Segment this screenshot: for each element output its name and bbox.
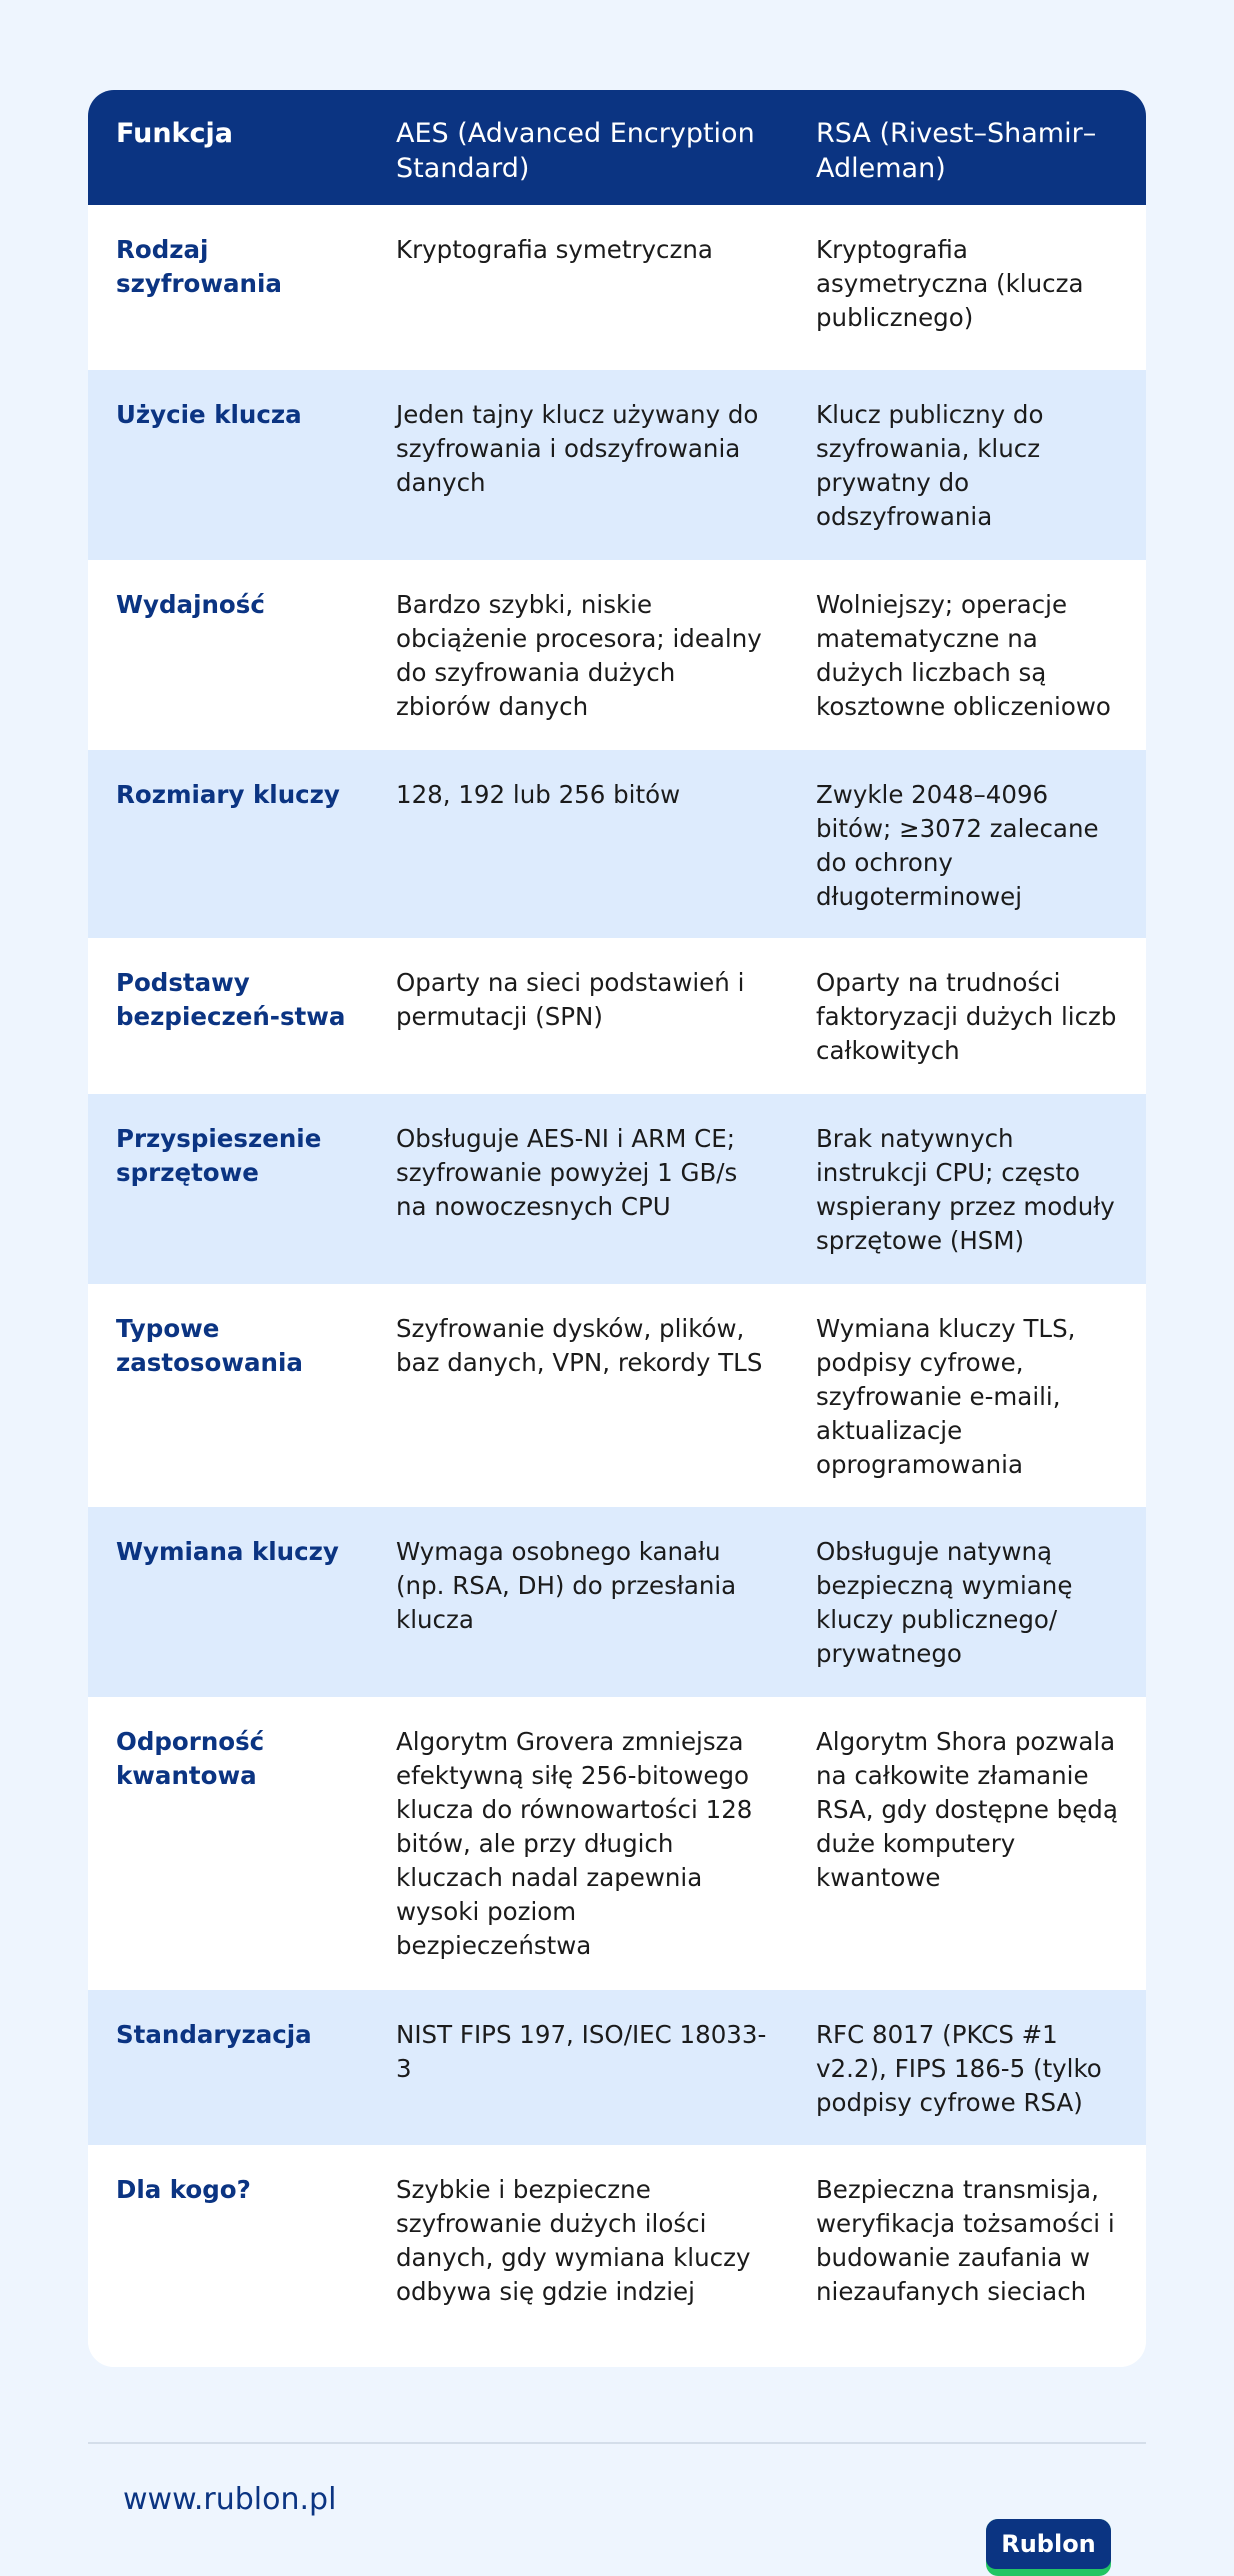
row-feature: Rozmiary kluczy [116,780,340,809]
row-feature: Rodzaj szyfrowania [116,235,282,298]
row-feature: Odporność kwantowa [116,1727,265,1790]
footer-url-link[interactable]: www.rublon.pl [123,2482,337,2517]
table-row [88,1507,1146,1697]
table-row [88,1094,1146,1284]
rublon-logo[interactable] [986,2519,1111,2576]
row-rsa: Obsługuje natywną bezpieczną wymianę kluczy publicznego/ prywatnego [816,1537,1073,1668]
row-rsa: Algorytm Shora pozwala na całkowite złamanie RSA, gdy dostępne będą duże komputery kwantowe [816,1727,1118,1892]
row-feature: Wydajność [116,590,265,619]
row-aes: Szybkie i bezpieczne szyfrowanie dużych ilości danych, gdy wymiana kluczy odbywa się gdzie indziej [396,2175,751,2306]
row-aes: Jeden tajny klucz używany do szyfrowania i odszyfrowania danych [396,400,759,497]
row-rsa: Wymiana kluczy TLS, podpisy cyfrowe, szyfrowanie e-maili, aktualizacje oprogramowania [816,1314,1076,1479]
row-feature: Użycie klucza [116,400,302,429]
row-aes: Kryptografia symetryczna [396,235,713,264]
table-row [88,1284,1146,1507]
row-rsa: Brak natywnych instrukcji CPU; często wspierany przez moduły sprzętowe (HSM) [816,1124,1115,1255]
row-feature: Standaryzacja [116,2020,312,2049]
table-row [88,1697,1146,1990]
row-rsa: RFC 8017 (PKCS #1 v2.2), FIPS 186-5 (tylko podpisy cyfrowe RSA) [816,2020,1102,2117]
row-feature: Przyspieszenie sprzętowe [116,1124,322,1187]
header-rsa: RSA (Rivest–Shamir–Adleman) [816,118,1097,184]
table-row [88,2145,1146,2367]
row-aes: Obsługuje AES-NI i ARM CE; szyfrowanie powyżej 1 GB/s na nowoczesnych CPU [396,1124,738,1221]
row-rsa: Oparty na trudności faktoryzacji dużych liczb całkowitych [816,968,1117,1065]
row-feature: Podstawy bezpieczeń-stwa [116,968,346,1031]
table-header-row [88,90,1146,205]
row-rsa: Bezpieczna transmisja, weryfikacja tożsamości i budowanie zaufania w niezaufanych sieciach [816,2175,1115,2306]
table-row [88,750,1146,938]
logo-text: Rublon [1001,2530,1096,2558]
comparison-table [88,90,1146,2367]
row-aes: Wymaga osobnego kanału (np. RSA, DH) do przesłania klucza [396,1537,737,1634]
row-aes: 128, 192 lub 256 bitów [396,780,681,809]
footer-divider [88,2442,1146,2444]
row-aes: Algorytm Grovera zmniejsza efektywną siłę 256-bitowego klucza do równowartości 128 bitów, ale przy długich kluczach nadal zapewnia wysoki poziom bezpieczeństwa [396,1727,753,1960]
row-rsa: Zwykle 2048–4096 bitów; ≥3072 zalecane do ochrony długoterminowej [816,780,1099,911]
row-aes: Szyfrowanie dysków, plików, baz danych, VPN, rekordy TLS [396,1314,763,1377]
row-rsa: Wolniejszy; operacje matematyczne na dużych liczbach są kosztowne obliczeniowo [816,590,1111,721]
row-aes: NIST FIPS 197, ISO/IEC 18033-3 [396,2020,767,2083]
table-row [88,205,1146,370]
row-feature: Typowe zastosowania [116,1314,303,1377]
row-feature: Dla kogo? [116,2175,251,2204]
logo-badge [986,2519,1111,2569]
row-rsa: Klucz publiczny do szyfrowania, klucz prywatny do odszyfrowania [816,400,1044,531]
table-row [88,560,1146,750]
table-row [88,1990,1146,2145]
header-feature: Funkcja [116,118,233,149]
row-aes: Bardzo szybki, niskie obciążenie procesora; idealny do szyfrowania dużych zbiorów danych [396,590,762,721]
table-row [88,938,1146,1094]
row-rsa: Kryptografia asymetryczna (klucza publicznego) [816,235,1084,332]
header-aes: AES (Advanced Encryption Standard) [396,118,755,184]
row-aes: Oparty na sieci podstawień i permutacji (SPN) [396,968,745,1031]
table-row [88,370,1146,560]
row-feature: Wymiana kluczy [116,1537,339,1566]
